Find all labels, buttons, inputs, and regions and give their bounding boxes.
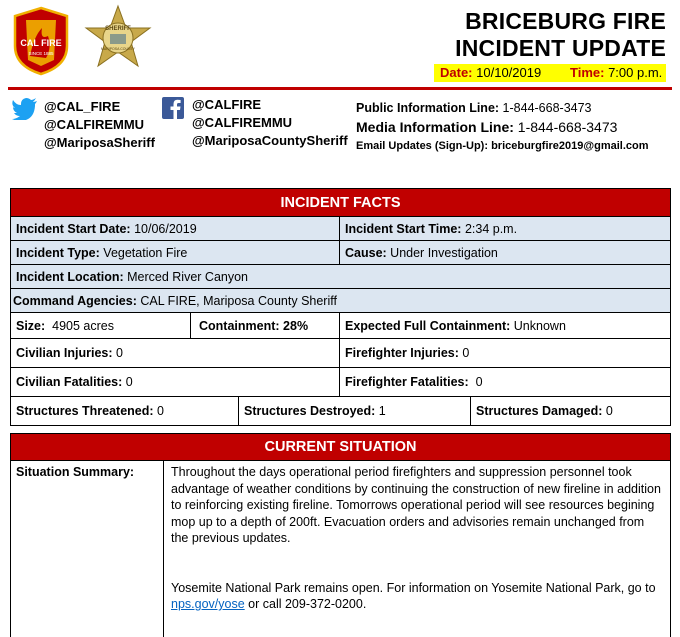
containment-label: Containment: xyxy=(199,318,280,333)
cause-cell xyxy=(340,241,671,265)
date-time-banner xyxy=(434,64,666,82)
incident-facts-table xyxy=(10,188,671,426)
civilian-fatalities-cell xyxy=(11,368,340,397)
structures-destroyed-label: Structures Destroyed: xyxy=(244,404,376,418)
date-value: 10/10/2019 xyxy=(476,65,542,80)
incident-location-value: Merced River Canyon xyxy=(127,269,249,284)
sheriff-badge-logo xyxy=(80,4,156,78)
start-time-label: Incident Start Time: xyxy=(345,221,462,236)
cal-fire-logo-subtext: SINCE 1885 xyxy=(28,51,54,56)
full-containment-value: Unknown xyxy=(513,318,566,333)
situation-paragraph-2-suffix: or call 209-372-0200. xyxy=(248,597,367,611)
command-agencies-value: CAL FIRE, Mariposa County Sheriff xyxy=(140,293,337,308)
incident-type-label: Incident Type: xyxy=(16,245,100,260)
civilian-injuries-value: 0 xyxy=(116,346,123,360)
size-cell xyxy=(11,313,191,339)
structures-destroyed-cell xyxy=(239,397,471,426)
email-updates-label: Email Updates (Sign-Up): xyxy=(356,140,489,152)
structures-damaged-value: 0 xyxy=(605,404,613,418)
situation-paragraph-2 xyxy=(171,580,664,613)
firefighter-fatalities-cell xyxy=(340,368,671,397)
civilian-fatalities-label: Civilian Fatalities: xyxy=(16,375,123,389)
civilian-fatalities-value: 0 xyxy=(125,375,133,389)
structures-damaged-cell xyxy=(471,397,671,426)
media-info-label: Media Information Line: xyxy=(356,119,514,135)
size-value: 4905 acres xyxy=(52,318,114,333)
command-agencies-cell xyxy=(11,289,671,313)
facebook-icon xyxy=(162,97,184,119)
incident-type-value: Vegetation Fire xyxy=(103,245,188,260)
full-containment-cell xyxy=(340,313,671,339)
header-divider xyxy=(8,87,672,90)
current-situation-table xyxy=(10,433,671,637)
civilian-injuries-label: Civilian Injuries: xyxy=(16,346,113,360)
facebook-handle[interactable]: @CALFIRE xyxy=(192,97,262,112)
incident-type-cell xyxy=(11,241,340,265)
cal-fire-logo-text: CAL FIRE xyxy=(20,38,62,48)
date-label: Date: xyxy=(440,65,473,80)
media-info-line xyxy=(356,118,649,137)
current-situation-heading: CURRENT SITUATION xyxy=(11,434,671,461)
incident-location-cell xyxy=(11,265,671,289)
situation-paragraph-2-prefix: Yosemite National Park remains open. For information on Yosemite National Park, go to xyxy=(171,580,656,595)
time-group xyxy=(570,64,662,82)
public-info-label: Public Information Line: xyxy=(356,101,500,115)
structures-damaged-label: Structures Damaged: xyxy=(476,404,603,418)
structures-threatened-cell xyxy=(11,397,239,426)
command-agencies-label: Command Agencies: xyxy=(13,293,137,308)
twitter-handle[interactable]: @MariposaSheriff xyxy=(44,135,155,150)
sheriff-logo-subtext: MARIPOSA COUNTY xyxy=(100,47,136,51)
cause-label: Cause: xyxy=(345,245,387,260)
sheriff-logo-text: SHERIFF xyxy=(105,26,131,32)
twitter-handle[interactable]: @CAL_FIRE xyxy=(44,99,121,114)
email-updates-value[interactable]: briceburgfire2019@gmail.com xyxy=(491,140,649,152)
cal-fire-logo xyxy=(12,6,70,76)
media-info-value: 1-844-668-3473 xyxy=(517,119,618,135)
email-updates-line xyxy=(356,137,649,156)
page-title xyxy=(455,8,666,62)
time-value: 7:00 p.m. xyxy=(608,65,663,80)
size-label: Size: xyxy=(16,318,46,333)
cause-value: Under Investigation xyxy=(390,245,498,260)
facebook-handle[interactable]: @MariposaCountySheriff xyxy=(192,133,348,148)
containment-cell xyxy=(191,313,340,339)
twitter-handle[interactable]: @CALFIREMMU xyxy=(44,117,145,132)
title-line-2: INCIDENT UPDATE xyxy=(455,35,666,61)
start-date-value: 10/06/2019 xyxy=(134,221,197,236)
civilian-injuries-cell xyxy=(11,339,340,368)
facebook-handles xyxy=(192,96,348,150)
firefighter-injuries-value: 0 xyxy=(462,346,470,360)
start-time-value: 2:34 p.m. xyxy=(464,221,518,236)
time-label: Time: xyxy=(570,65,605,80)
start-date-label: Incident Start Date: xyxy=(16,221,131,236)
contact-info xyxy=(356,99,649,156)
public-info-line xyxy=(356,99,649,118)
yosemite-link[interactable]: nps.gov/yose xyxy=(171,597,245,611)
situation-summary-body xyxy=(164,461,671,637)
firefighter-injuries-cell xyxy=(340,339,671,368)
start-time-cell xyxy=(340,217,671,241)
incident-location-label: Incident Location: xyxy=(16,269,124,284)
containment-value: 28% xyxy=(283,318,309,333)
start-date-cell xyxy=(11,217,340,241)
structures-threatened-label: Structures Threatened: xyxy=(16,404,154,418)
facebook-handle[interactable]: @CALFIREMMU xyxy=(192,115,293,130)
incident-facts-heading: INCIDENT FACTS xyxy=(11,189,671,217)
situation-paragraph-1: Throughout the days operational period firefighters and suppression personnel took advantage of weather conditions by continuing the construction of new fireline in addition to reinforcing existing fireline. Tomorrows operational period will see resources begining mop up to a depth of 200ft. Evacuation orders and advisories remain unchanged from the previous updates. xyxy=(171,465,661,545)
firefighter-injuries-label: Firefighter Injuries: xyxy=(345,346,459,360)
full-containment-label: Expected Full Containment: xyxy=(345,318,511,333)
twitter-handles xyxy=(44,98,155,152)
situation-summary-label: Situation Summary: xyxy=(11,461,164,637)
title-line-1: BRICEBURG FIRE xyxy=(465,8,666,34)
structures-threatened-value: 0 xyxy=(157,404,164,418)
structures-destroyed-value: 1 xyxy=(378,404,386,418)
firefighter-fatalities-value: 0 xyxy=(475,375,483,389)
firefighter-fatalities-label: Firefighter Fatalities: xyxy=(345,375,469,389)
public-info-value: 1-844-668-3473 xyxy=(502,101,592,115)
twitter-icon xyxy=(12,98,38,120)
